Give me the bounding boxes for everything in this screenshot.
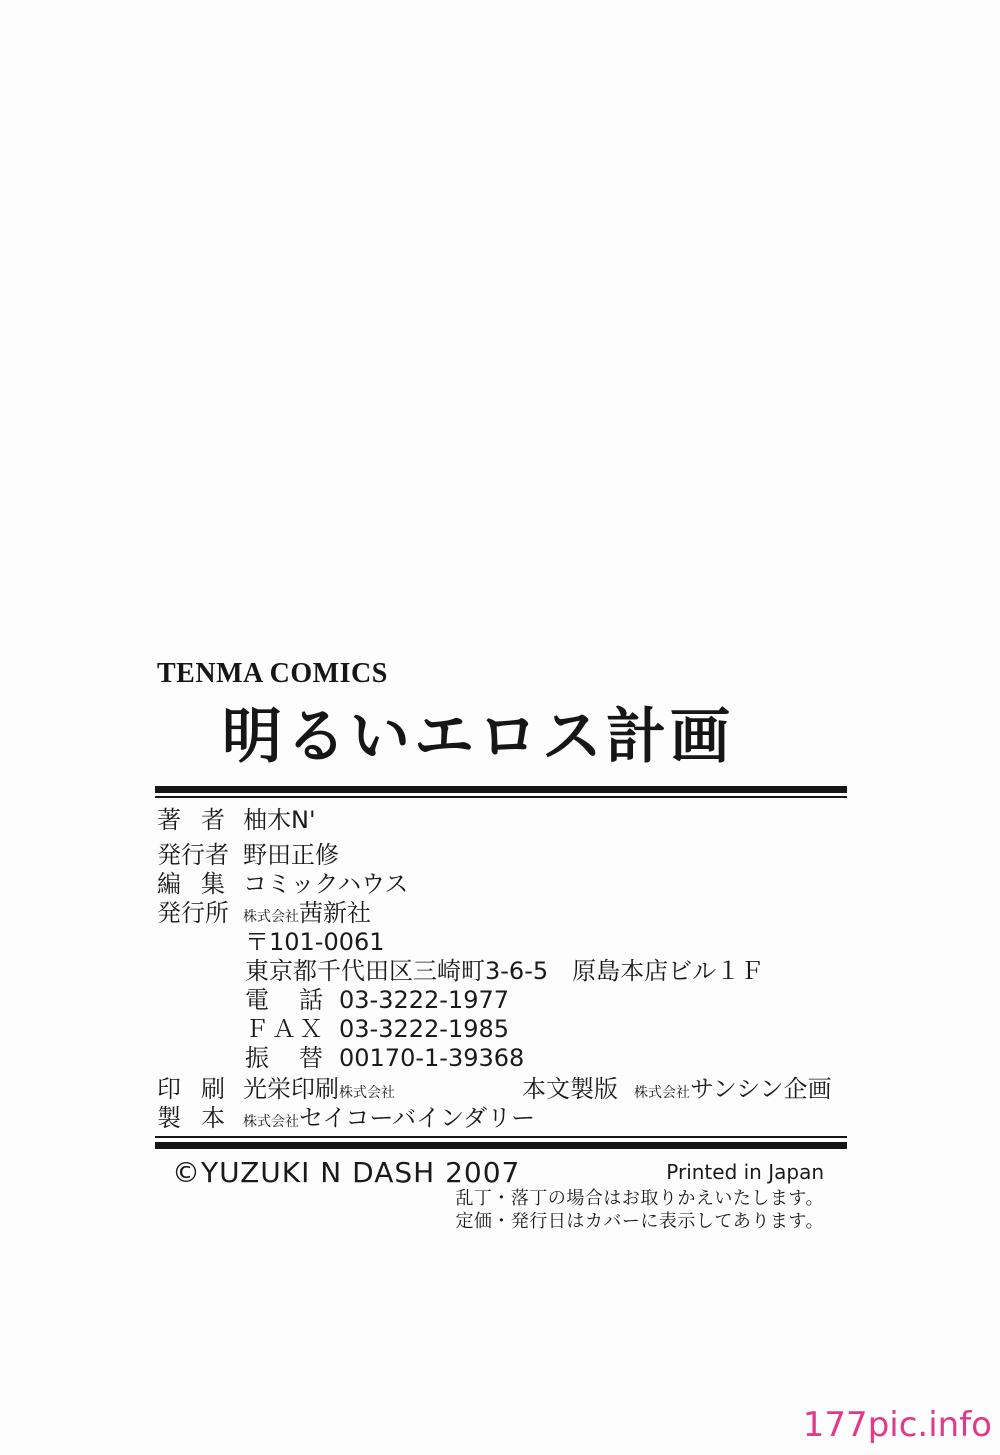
editor-label: 編集: [157, 870, 225, 898]
address-row: [157, 957, 857, 986]
printed-in-japan-label: Printed in Japan: [666, 1160, 824, 1184]
publisher-row: [157, 841, 857, 870]
transfer-label: 振替: [245, 1044, 323, 1072]
phone-label: 電話: [245, 986, 323, 1014]
postal-code-value: 〒101-0061: [245, 928, 385, 956]
printing-company-value: 光栄印刷: [243, 1075, 339, 1103]
publishing-house-row: [157, 899, 857, 928]
book-title: 明るいエロス計画: [222, 702, 734, 772]
divider-bottom-thin-bar: [155, 1136, 847, 1138]
author-label: 著者: [157, 806, 225, 834]
editor-row: [157, 870, 857, 899]
address-value: 東京都千代田区三崎町3-6-5 原島本店ビル１Ｆ: [245, 957, 765, 985]
printing-row: [157, 1075, 857, 1104]
typesetting-company-value: サンシン企画: [690, 1075, 832, 1103]
watermark: 177pic.info: [802, 1405, 992, 1445]
transfer-row: [157, 1044, 857, 1073]
divider-bottom: [155, 1136, 847, 1149]
defect-exchange-note: 乱丁・落丁の場合はお取りかえいたします。: [455, 1188, 824, 1209]
binding-row: [157, 1104, 857, 1133]
typesetting-label: 本文製版: [522, 1075, 618, 1103]
publishing-house-company-prefix: 株式会社: [243, 909, 299, 925]
fax-value: 03-3222-1985: [339, 1015, 510, 1043]
author-value: 柚木N': [243, 806, 316, 834]
binding-label: 製本: [157, 1104, 225, 1132]
divider-top-thick-bar: [155, 786, 847, 793]
fax-row: [157, 1015, 857, 1044]
binding-company-prefix: 株式会社: [243, 1114, 299, 1130]
printing-label: 印刷: [157, 1075, 225, 1103]
typesetting-company-prefix: 株式会社: [634, 1085, 690, 1101]
phone-row: [157, 986, 857, 1015]
divider-bottom-thick-bar: [155, 1142, 847, 1149]
divider-top: [155, 786, 847, 798]
publisher-label: 発行者: [157, 841, 229, 869]
publishing-house-label: 発行所: [157, 899, 229, 927]
publisher-value: 野田正修: [243, 841, 339, 869]
phone-value: 03-3222-1977: [339, 986, 510, 1014]
editor-value: コミックハウス: [243, 870, 409, 898]
fax-label: ＦＡＸ: [245, 1015, 323, 1043]
transfer-value: 00170-1-39368: [339, 1044, 525, 1072]
price-on-cover-note: 定価・発行日はカバーに表示してあります。: [455, 1211, 824, 1232]
divider-top-thin-bar: [155, 796, 847, 798]
binding-company-value: セイコーバインダリー: [299, 1104, 536, 1132]
colophon-info: [157, 806, 857, 1133]
series-label: TENMA COMICS: [157, 658, 388, 689]
publishing-house-value: 茜新社: [299, 899, 371, 927]
printing-company-suffix: 株式会社: [339, 1085, 395, 1101]
copyright-notice: ©YUZUKI N DASH 2007: [172, 1156, 521, 1189]
author-row: [157, 806, 857, 835]
postal-code-row: [157, 928, 857, 957]
